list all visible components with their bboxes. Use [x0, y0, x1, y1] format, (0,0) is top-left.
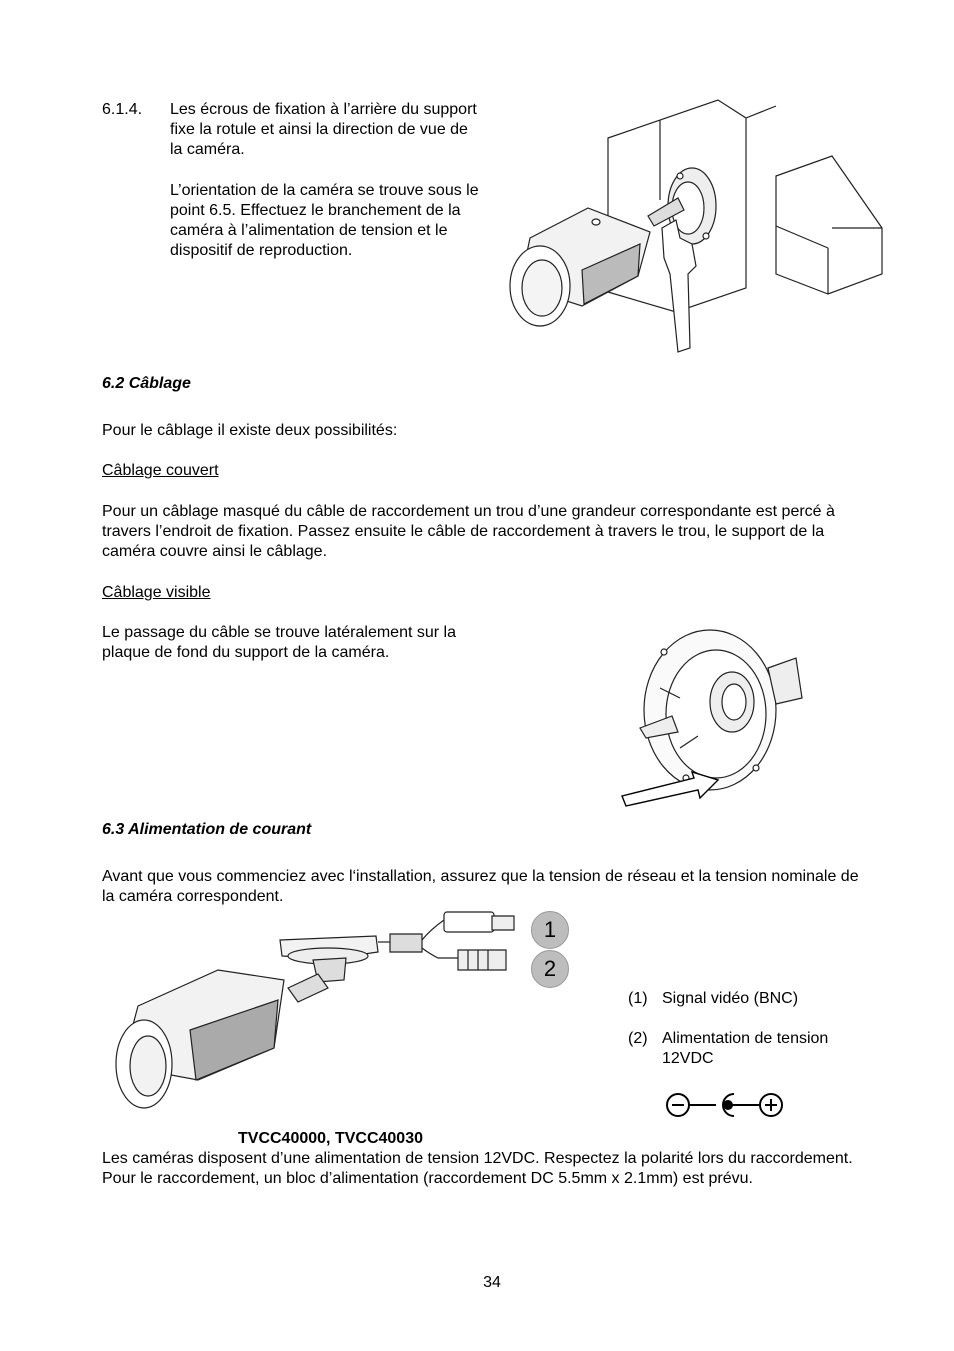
visible-cabling-text: Le passage du câble se trouve latéralement sur la plaque de fond du support de la caméra. [102, 624, 456, 661]
legend-2-text-voltage: 12VDC [662, 1050, 714, 1067]
model-caption: TVCC40000, TVCC40030 [238, 1130, 423, 1147]
visible-cabling-title: Câblage visible [102, 584, 211, 601]
polarity-symbol-icon [664, 1090, 788, 1120]
power-intro: Avant que vous commenciez avec l‘installation, assurez que la tension de réseau et la tension nominale de la caméra correspondent. [102, 868, 859, 905]
power-heading: 6.3 Alimentation de courant [102, 821, 312, 838]
cabling-heading: 6.2 Câblage [102, 375, 191, 392]
legend-2-number: (2) [628, 1030, 648, 1047]
orientation-paragraph: L’orientation de la caméra se trouve sous le point 6.5. Effectuez le branchement de la caméra à l’alimentation de tension et le dispositif de reproduction. [170, 182, 479, 259]
mounting-paragraph: Les écrous de fixation à l’arrière du support fixe la rotule et ainsi la direction de vue de la caméra. [170, 101, 477, 158]
base-plate-illustration [620, 628, 804, 808]
covered-cabling-title: Câblage couvert [102, 462, 219, 479]
page-number: 34 [483, 1274, 501, 1291]
power-closing-text: Les caméras disposent d’une alimentation de tension 12VDC. Respectez la polarité lors du raccordement. Pour le raccordement, un bloc d’alimentation (raccordement DC 5.5mm x 2.1mm) est prévu. [102, 1150, 853, 1187]
wall-mount-illustration [500, 98, 886, 356]
legend-2-text: Alimentation de tension [662, 1030, 829, 1047]
cabling-intro: Pour le câblage il existe deux possibilités: [102, 422, 398, 439]
callout-1: 1 [531, 911, 569, 949]
section-number: 6.1.4. [102, 101, 143, 118]
legend-1-text: Signal vidéo (BNC) [662, 990, 799, 1007]
legend-1-number: (1) [628, 990, 648, 1007]
callout-2: 2 [531, 950, 569, 988]
camera-cable-illustration [108, 908, 528, 1118]
covered-cabling-text: Pour un câblage masqué du câble de raccordement un trou d’une grandeur correspondante est percé à travers l’endroit de fixation. Passez ensuite le câble de raccordement à travers le trou, le support de la caméra couvre ainsi le câblage. [102, 503, 835, 560]
